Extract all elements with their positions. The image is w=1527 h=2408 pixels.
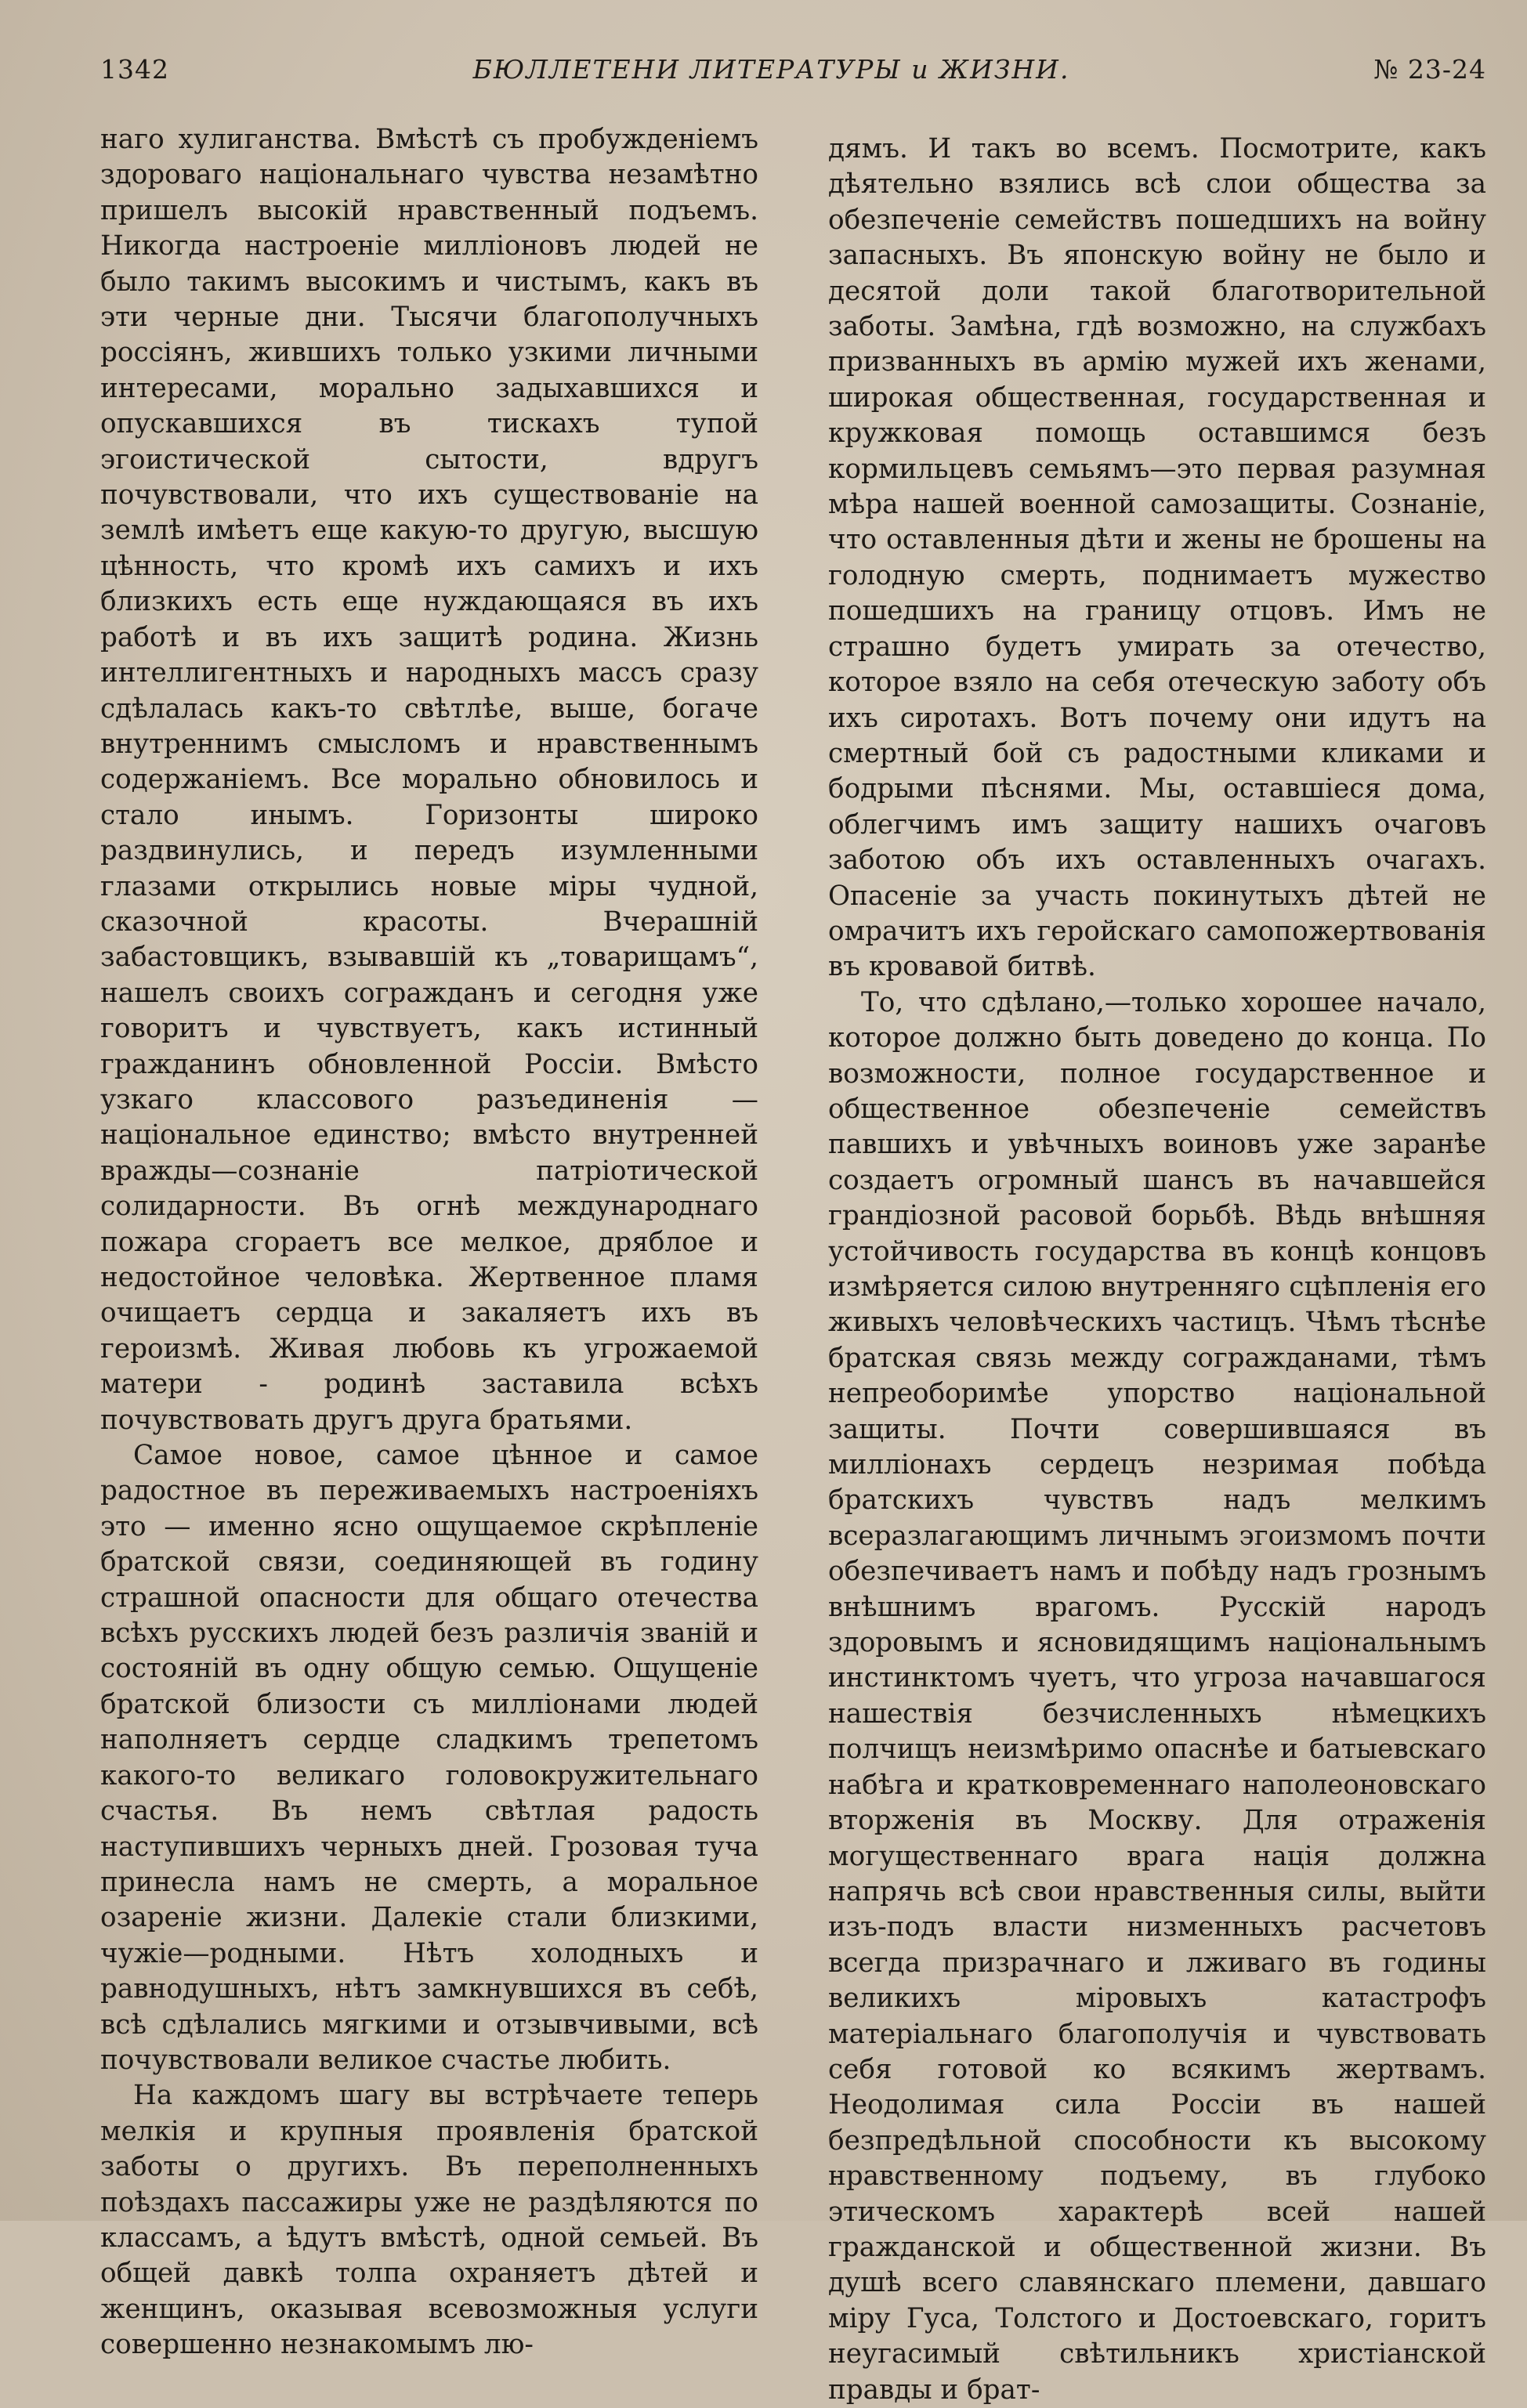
- running-title: БЮЛЛЕТЕНИ ЛИТЕРАТУРЫ и ЖИЗНИ.: [472, 53, 1070, 85]
- page-number: 1342: [100, 53, 169, 85]
- paragraph: То, что сдѣлано,—только хорошее начало, которое должно быть доведено до конца. По возможности, полное государственное и общественное обезпеченіе семействъ павшихъ и увѣчныхъ воиновъ уже заранѣе создаетъ огромный шансъ въ начавшейся грандіозной расовой борьбѣ. Вѣдь внѣшняя устойчивость государства въ концѣ концовъ измѣряется силою внутренняго сцѣпленія его живыхъ человѣческихъ частицъ. Чѣмъ тѣснѣе братская связь между согражданами, тѣмъ непреоборимѣе упорство національной защиты. Почти совершившаяся въ милліонахъ сердецъ незримая побѣда братскихъ чувствъ надъ мелкимъ всеразлагающимъ личнымъ эгоизмомъ почти обезпечиваетъ намъ и побѣду надъ грознымъ внѣшнимъ врагомъ. Русскій народъ здоровымъ и ясновидящимъ національнымъ инстинктомъ чуетъ, что угроза начавшагося нашествія безчисленныхъ нѣмецкихъ полчищъ неизмѣримо опаснѣе и батыевскаго набѣга и кратковременнаго наполеоновскаго вторженія въ Москву. Для отраженія могущественнаго врага нація должна напрячь всѣ свои нравственныя силы, выйти изъ-подъ власти низменныхъ расчетовъ всегда призрачнаго и лживаго въ годины великихъ міровыхъ катастрофъ матеріальнаго благополучія и чувствовать себя готовой ко всякимъ жертвамъ. Неодолимая сила Россіи въ нашей безпредѣльной способности къ высокому нравственному подъему, въ глубоко этическомъ характерѣ всей нашей гражданской и общественной жизни. Въ душѣ всего славянскаго племени, давшаго міру Гуса, Толстого и Достоевскаго, горитъ неугасимый свѣтильникъ христіанской правды и брат-: [828, 986, 1486, 2406]
- paragraph: На каждомъ шагу вы встрѣчаете теперь мелкія и крупныя проявленія братской заботы о другихъ. Въ переполненныхъ поѣздахъ пассажиры уже не раздѣляются по классамъ, а ѣдутъ вмѣстѣ, одной семьей. Въ общей давкѣ толпа охраняетъ дѣтей и женщинъ, оказывая всевозможныя услуги совершенно незнакомымъ лю-: [100, 2080, 758, 2361]
- left-column: [100, 118, 758, 2361]
- text-columns: [100, 118, 1486, 2406]
- paragraph: дямъ. И такъ во всемъ. Посмотрите, какъ дѣятельно взялись всѣ слои общества за обезпеченіе семействъ пошедшихъ на войну запасныхъ. Въ японскую войну не было и десятой доли такой благотворительной заботы. Замѣна, гдѣ возможно, на службахъ призванныхъ въ армію мужей ихъ женами, широкая общественная, государственная и кружковая помощь оставшимся безъ кормильцевъ семьямъ—это первая разумная мѣра нашей военной самозащиты. Сознаніе, что оставленныя дѣти и жены не брошены на голодную смерть, поднимаетъ мужество пошедшихъ на границу отцовъ. Имъ не страшно будетъ умирать за отечество, которое взяло на себя отеческую заботу объ ихъ сиротахъ. Вотъ почему они идутъ на смертный бой съ радостными кликами и бодрыми пѣснями. Мы, оставшіеся дома, облегчимъ имъ защиту нашихъ очаговъ заботою объ ихъ оставленныхъ очагахъ. Опасеніе за участь покинутыхъ дѣтей не омрачитъ ихъ геройскаго самопожертвованія въ кровавой битвѣ.: [828, 133, 1486, 983]
- paragraph: наго хулиганства. Вмѣстѣ съ пробужденіемъ здороваго національнаго чувства незамѣтно пришелъ высокій нравственный подъемъ. Никогда настроеніе милліоновъ людей не было такимъ высокимъ и чистымъ, какъ въ эти черные дни. Тысячи благополучныхъ россіянъ, жившихъ только узкими личными интересами, морально задыхавшихся и опускавшихся въ тискахъ тупой эгоистической сытости, вдругъ почувствовали, что ихъ существованіе на землѣ имѣетъ еще какую-то другую, высшую цѣнность, что кромѣ ихъ самихъ и ихъ близкихъ есть еще нуждающаяся въ ихъ работѣ и въ ихъ защитѣ родина. Жизнь интеллигентныхъ и народныхъ массъ сразу сдѣлалась какъ-то свѣтлѣе, выше, богаче внутреннимъ смысломъ и нравственнымъ содержаніемъ. Все морально обновилось и стало инымъ. Горизонты широко раздвинулись, и передъ изумленными глазами открылись новые міры чудной, сказочной красоты. Вчерашній забастовщикъ, взывавшій къ „товарищамъ“, нашелъ своихъ согражданъ и сегодня уже говоритъ и чувствуетъ, какъ истинный гражданинъ обновленной Россіи. Вмѣсто узкаго классового разъединенія — національное единство; вмѣсто внутренней вражды—сознаніе патріотической солидарности. Въ огнѣ международнаго пожара сгораетъ все мелкое, дряблое и недостойное человѣка. Жертвенное пламя очищаетъ сердца и закаляетъ ихъ въ героизмѣ. Живая любовь къ угрожаемой матери - родинѣ заставила всѣхъ почувствовать другъ друга братьями.: [100, 124, 758, 1436]
- page-header: [100, 45, 1486, 92]
- paragraph: Самое новое, самое цѣнное и самое радостное въ переживаемыхъ настроеніяхъ это — именно ясно ощущаемое скрѣпленіе братской связи, соединяющей въ годину страшной опасности для общаго отечества всѣхъ русскихъ людей безъ различія званій и состояній въ одну общую семью. Ощущеніе братской близости съ милліонами людей наполняетъ сердце сладкимъ трепетомъ какого-то великаго головокружительнаго счастья. Въ немъ свѣтлая радость наступившихъ черныхъ дней. Грозовая туча принесла намъ не смерть, а моральное озареніе жизни. Далекіе стали близкими, чужіе—родными. Нѣтъ холодныхъ и равнодушныхъ, нѣтъ замкнувшихся въ себѣ, всѣ сдѣлались мягкими и отзывчивыми, всѣ почувствовали великое счастье любить.: [100, 1440, 758, 2076]
- right-column: [828, 118, 1486, 2406]
- issue-number: № 23-24: [1373, 53, 1486, 85]
